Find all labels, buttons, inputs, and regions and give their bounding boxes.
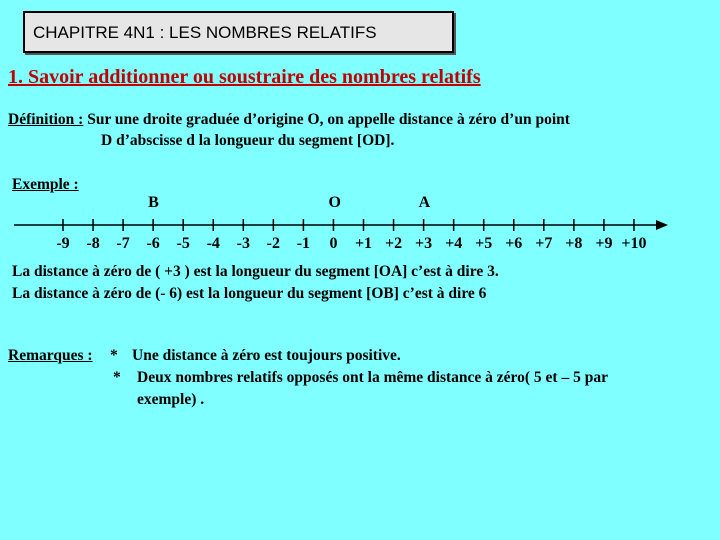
tick-label: +8 xyxy=(565,235,583,252)
definition xyxy=(8,111,570,129)
tick-label: 0 xyxy=(329,235,338,252)
remark-item-1: Une distance à zéro est toujours positive. xyxy=(132,347,401,364)
tick-label: +1 xyxy=(354,235,373,252)
example-line-2: La distance à zéro de (- 6) est la longueur du segment [OB] c’est à dire 6 xyxy=(12,285,487,302)
tick-label: +5 xyxy=(475,235,493,252)
tick-label: -8 xyxy=(86,235,100,252)
remark-bullet-2: * xyxy=(113,369,121,386)
tick-label: -9 xyxy=(56,235,70,252)
tick-label: +7 xyxy=(535,235,553,252)
remarks-label: Remarques : xyxy=(8,347,93,364)
tick-label: -6 xyxy=(146,235,160,252)
remark-item-2: Deux nombres relatifs opposés ont la même distance à zéro( 5 et – 5 par xyxy=(137,369,608,386)
number-line-arrowhead xyxy=(656,220,668,230)
point-label: O xyxy=(328,194,341,211)
chapter-title: CHAPITRE 4N1 : LES NOMBRES RELATIFS xyxy=(23,11,454,53)
definition-line-2: D d’abscisse d la longueur du segment [OD]. xyxy=(101,132,395,149)
definition-line-1: Sur une droite graduée d’origine O, on appelle distance à zéro d’un point xyxy=(83,111,570,128)
tick-label: -4 xyxy=(206,235,220,252)
tick-label: +6 xyxy=(505,235,523,252)
point-label: B xyxy=(148,194,159,211)
tick-label: +2 xyxy=(384,235,403,252)
tick-label: -3 xyxy=(236,235,250,252)
tick-label: -2 xyxy=(266,235,281,252)
tick-label: +3 xyxy=(415,235,433,252)
tick-label: -5 xyxy=(176,235,190,252)
tick-label: -7 xyxy=(116,235,130,252)
remark-bullet-1: * xyxy=(110,347,118,364)
point-label: A xyxy=(418,194,431,211)
tick-label: +4 xyxy=(445,235,463,252)
example-line-1: La distance à zéro de ( +3 ) est la longueur du segment [OA] c’est à dire 3. xyxy=(12,263,499,280)
tick-label: -1 xyxy=(296,235,311,252)
tick-label: +9 xyxy=(595,235,613,252)
definition-label: Définition : xyxy=(8,111,84,128)
tick-label: +10 xyxy=(621,235,647,252)
example-label: Exemple : xyxy=(12,176,79,193)
section-heading: 1. Savoir additionner ou soustraire des nombres relatifs xyxy=(8,66,481,88)
remark-item-2-continued: exemple) . xyxy=(137,391,205,408)
